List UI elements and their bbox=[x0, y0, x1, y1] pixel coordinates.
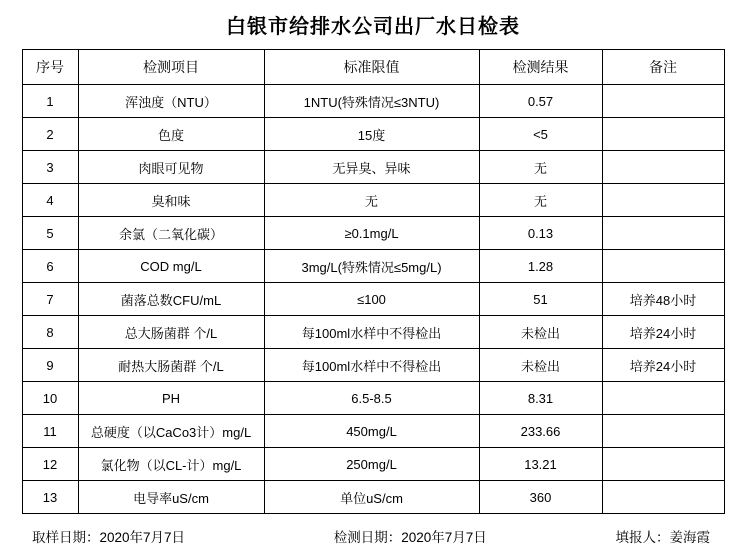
cell-item: 菌落总数CFU/mL bbox=[78, 283, 264, 316]
table-row bbox=[22, 217, 724, 250]
cell-no: 4 bbox=[22, 184, 78, 217]
cell-result: 13.21 bbox=[479, 448, 602, 481]
cell-note bbox=[602, 415, 724, 448]
table-header-row bbox=[22, 50, 724, 85]
cell-note bbox=[602, 184, 724, 217]
table-row bbox=[22, 349, 724, 382]
cell-std: 无异臭、异味 bbox=[264, 151, 479, 184]
page-title: 白银市给排水公司出厂水日检表 bbox=[226, 16, 520, 38]
cell-no: 9 bbox=[22, 349, 78, 382]
reporter bbox=[616, 526, 725, 546]
cell-std: 1NTU(特殊情况≤3NTU) bbox=[264, 85, 479, 118]
cell-no: 1 bbox=[22, 85, 78, 118]
cell-item: PH bbox=[78, 382, 264, 415]
cell-std: 15度 bbox=[264, 118, 479, 151]
cell-note: 培养48小时 bbox=[602, 283, 724, 316]
water-quality-table bbox=[22, 49, 725, 514]
cell-item: 总硬度（以CaCo3计）mg/L bbox=[78, 415, 264, 448]
cell-no: 8 bbox=[22, 316, 78, 349]
cell-note bbox=[602, 448, 724, 481]
report-footer bbox=[22, 522, 724, 546]
cell-item: 总大肠菌群 个/L bbox=[78, 316, 264, 349]
cell-std: 每100ml水样中不得检出 bbox=[264, 316, 479, 349]
cell-note bbox=[602, 217, 724, 250]
sampling-date-value: 2020年7月7日 bbox=[99, 530, 186, 545]
table-row bbox=[22, 316, 724, 349]
cell-item: 余氯（二氧化碳） bbox=[78, 217, 264, 250]
cell-std: 单位uS/cm bbox=[264, 481, 479, 514]
cell-no: 7 bbox=[22, 283, 78, 316]
cell-result: 0.57 bbox=[479, 85, 602, 118]
cell-item: 电导率uS/cm bbox=[78, 481, 264, 514]
cell-note: 培养24小时 bbox=[602, 349, 724, 382]
cell-item: 臭和味 bbox=[78, 184, 264, 217]
cell-std: ≤100 bbox=[264, 283, 479, 316]
table-row bbox=[22, 481, 724, 514]
cell-result: 0.13 bbox=[479, 217, 602, 250]
cell-no: 11 bbox=[22, 415, 78, 448]
column-header-std: 标准限值 bbox=[264, 50, 479, 85]
sampling-date bbox=[22, 526, 185, 546]
cell-no: 12 bbox=[22, 448, 78, 481]
cell-note bbox=[602, 250, 724, 283]
cell-std: 250mg/L bbox=[264, 448, 479, 481]
cell-item: 肉眼可见物 bbox=[78, 151, 264, 184]
table-row bbox=[22, 118, 724, 151]
cell-result: 未检出 bbox=[479, 349, 602, 382]
cell-note bbox=[602, 481, 724, 514]
column-header-result: 检测结果 bbox=[479, 50, 602, 85]
cell-no: 6 bbox=[22, 250, 78, 283]
table-row bbox=[22, 283, 724, 316]
cell-item: COD mg/L bbox=[78, 250, 264, 283]
cell-result: 8.31 bbox=[479, 382, 602, 415]
cell-note bbox=[602, 382, 724, 415]
cell-item: 色度 bbox=[78, 118, 264, 151]
cell-no: 2 bbox=[22, 118, 78, 151]
cell-std: ≥0.1mg/L bbox=[264, 217, 479, 250]
cell-result: 233.66 bbox=[479, 415, 602, 448]
testing-date-value: 2020年7月7日 bbox=[401, 530, 487, 545]
cell-std: 6.5-8.5 bbox=[264, 382, 479, 415]
reporter-label: 填报人： bbox=[615, 530, 670, 545]
table-row bbox=[22, 382, 724, 415]
table-row bbox=[22, 184, 724, 217]
cell-std: 无 bbox=[264, 184, 479, 217]
cell-result: 无 bbox=[479, 184, 602, 217]
cell-result: <5 bbox=[479, 118, 602, 151]
table-row bbox=[22, 448, 724, 481]
sampling-date-label: 取样日期： bbox=[32, 530, 100, 545]
cell-no: 13 bbox=[22, 481, 78, 514]
cell-note bbox=[602, 118, 724, 151]
testing-date-label: 检测日期： bbox=[333, 530, 402, 545]
column-header-note: 备注 bbox=[602, 50, 724, 85]
cell-result: 1.28 bbox=[479, 250, 602, 283]
column-header-no: 序号 bbox=[22, 50, 78, 85]
cell-result: 未检出 bbox=[479, 316, 602, 349]
cell-no: 5 bbox=[22, 217, 78, 250]
cell-std: 3mg/L(特殊情况≤5mg/L) bbox=[264, 250, 479, 283]
cell-std: 450mg/L bbox=[264, 415, 479, 448]
table-row bbox=[22, 85, 724, 118]
cell-no: 10 bbox=[22, 382, 78, 415]
cell-item: 氯化物（以CL-计）mg/L bbox=[78, 448, 264, 481]
cell-note: 培养24小时 bbox=[602, 316, 724, 349]
cell-item: 浑浊度（NTU） bbox=[78, 85, 264, 118]
testing-date bbox=[314, 526, 487, 546]
cell-note bbox=[602, 151, 724, 184]
cell-note bbox=[602, 85, 724, 118]
table-row bbox=[22, 151, 724, 184]
cell-std: 每100ml水样中不得检出 bbox=[264, 349, 479, 382]
column-header-item: 检测项目 bbox=[78, 50, 264, 85]
cell-no: 3 bbox=[22, 151, 78, 184]
cell-item: 耐热大肠菌群 个/L bbox=[78, 349, 264, 382]
cell-result: 51 bbox=[479, 283, 602, 316]
reporter-value: 姜海霞 bbox=[669, 530, 710, 545]
table-row bbox=[22, 415, 724, 448]
cell-result: 360 bbox=[479, 481, 602, 514]
table-row bbox=[22, 250, 724, 283]
cell-result: 无 bbox=[479, 151, 602, 184]
